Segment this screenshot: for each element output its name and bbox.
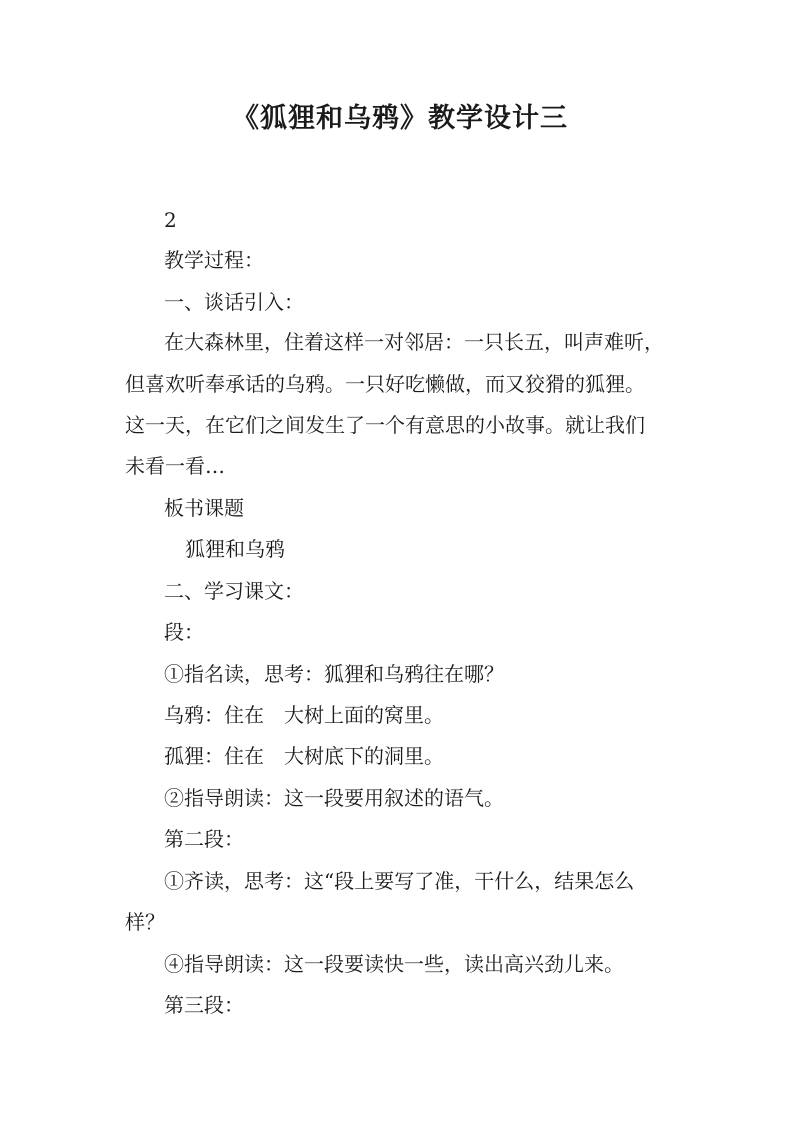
list-item: ①齐读，思考：这“段上要写了准，干什么，结果怎么: [164, 869, 635, 893]
paragraph-label-second: 第二段：: [164, 827, 244, 851]
list-item: ④指导朗读：这一段要读快一些，读出高兴劲儿来。: [164, 952, 624, 976]
intro-paragraph-line-3: 这一天，在它们之间发生了一个有意思的小故事。就让我们: [125, 413, 645, 437]
board-title-text: 狐狸和乌鸦: [185, 537, 285, 561]
intro-paragraph-line-2: 但喜欢听奉承话的乌鸦。一只好吃懒做，而又狡猾的狐狸。: [125, 372, 645, 396]
list-item-continuation: 样？: [125, 910, 165, 934]
section-heading-study: 二、学习课文：: [164, 579, 304, 603]
paragraph-label-first: 段：: [164, 620, 204, 644]
paragraph-number: 2: [164, 208, 177, 232]
section-heading-intro: 一、谈话引入：: [164, 290, 304, 314]
list-item: 孤狸：住在 大树底下的洞里。: [164, 744, 444, 768]
intro-paragraph-line-4: 未看一看…: [125, 454, 225, 478]
list-item: ②指导朗读：这一段要用叙述的语气。: [164, 786, 504, 810]
paragraph-label-third: 第三段：: [164, 993, 244, 1017]
intro-paragraph-line-1: 在大森林里，住着这样一对邻居：一只长五，叫声难听，: [164, 330, 664, 354]
board-title-label: 板书课题: [164, 496, 244, 520]
list-item: ①指名读，思考：狐狸和乌鸦往在哪？: [164, 662, 504, 686]
page-title: 《狐狸和乌鸦》教学设计三: [232, 103, 568, 134]
section-heading-process: 教学过程：: [164, 248, 264, 272]
list-item: 乌鸦：住在 大树上面的窝里。: [164, 703, 444, 727]
